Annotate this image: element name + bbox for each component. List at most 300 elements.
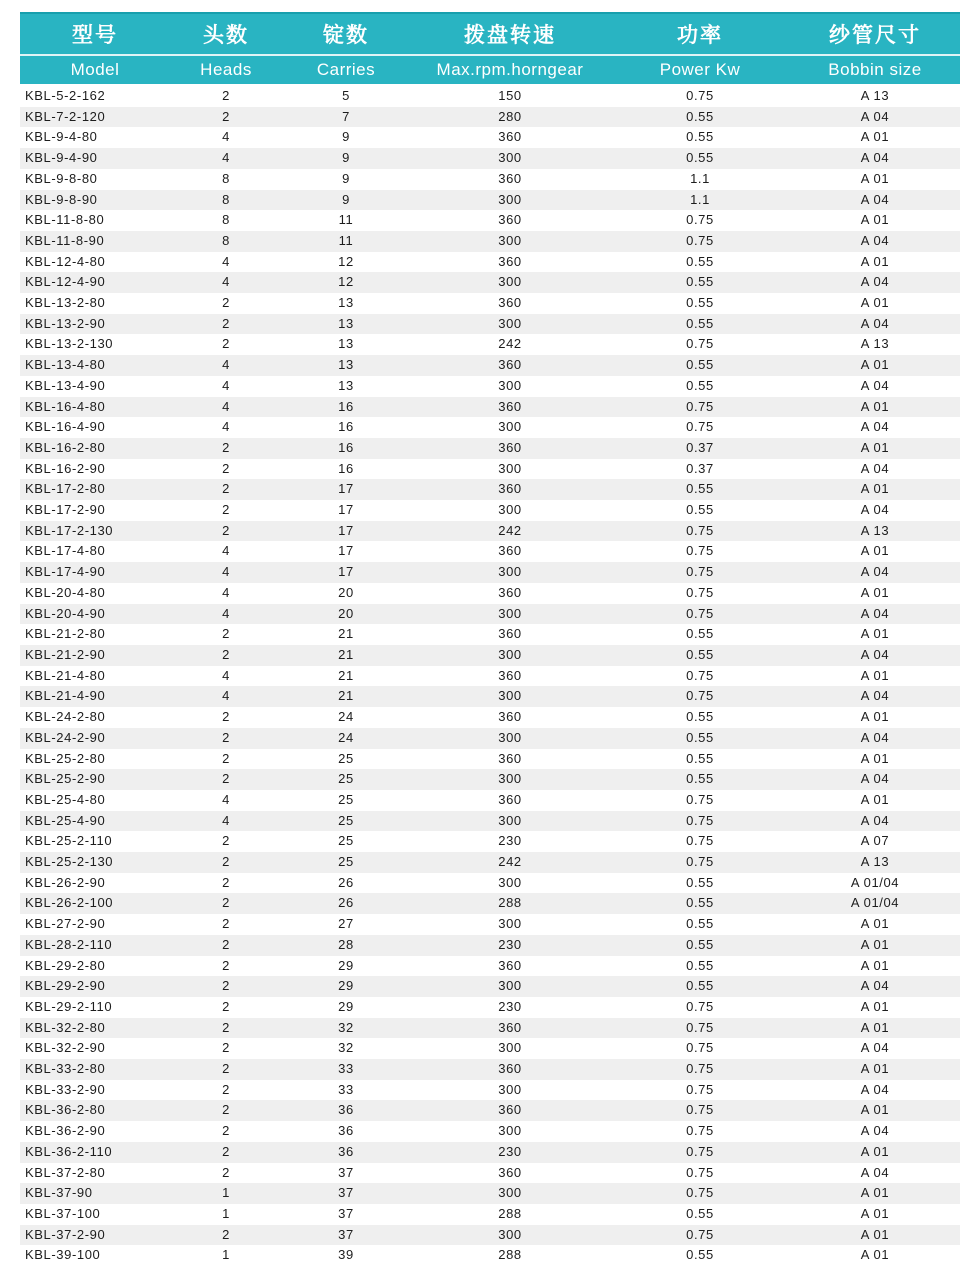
cell-power: 0.75 [686,1061,714,1077]
table-row [20,417,960,438]
cell-power: 0.75 [686,854,714,870]
cell-rpm: 300 [498,564,522,580]
cell-model: KBL-24-2-90 [25,729,106,745]
table-row [20,1204,960,1225]
table-row [20,1245,960,1266]
cell-model: KBL-21-2-80 [25,626,106,642]
cell-bobbin: A 01 [860,170,890,186]
cell-carries: 17 [338,543,354,559]
cell-rpm: 300 [498,232,522,248]
header-row-english [20,55,960,85]
cell-power: 1.1 [690,191,710,207]
cell-heads: 2 [222,1164,230,1180]
cell-bobbin: A 04 [860,377,890,393]
cell-power: 0.75 [686,212,714,228]
cell-carries: 12 [338,274,354,290]
cell-rpm: 230 [498,936,522,952]
cell-model: KBL-29-2-110 [25,998,113,1014]
cell-heads: 4 [222,357,230,373]
table-row [20,852,960,873]
cell-heads: 4 [222,688,230,704]
cell-model: KBL-24-2-80 [25,709,106,725]
cell-model: KBL-7-2-120 [25,108,106,124]
cell-model: KBL-21-4-90 [25,688,106,704]
cell-power: 0.75 [686,1040,714,1056]
cell-power: 0.55 [686,729,714,745]
col-header-carries-en: Carries [282,55,410,85]
cell-bobbin: A 01 [860,626,890,642]
table-row [20,811,960,832]
cell-power: 0.55 [686,1247,714,1263]
cell-bobbin: A 01/04 [850,895,900,911]
cell-model: KBL-26-2-100 [25,895,114,911]
cell-rpm: 300 [498,812,522,828]
cell-heads: 2 [222,88,230,103]
cell-power: 0.55 [686,771,714,787]
cell-carries: 24 [338,709,354,725]
cell-carries: 12 [338,253,354,269]
cell-heads: 4 [222,274,230,290]
cell-heads: 4 [222,377,230,393]
cell-rpm: 288 [498,1205,522,1221]
cell-heads: 4 [222,564,230,580]
cell-rpm: 360 [498,170,522,186]
cell-power: 0.75 [686,564,714,580]
cell-carries: 37 [338,1164,354,1180]
cell-bobbin: A 04 [860,978,890,994]
cell-heads: 2 [222,1123,230,1139]
table-row [20,293,960,314]
cell-bobbin: A 01/04 [850,874,900,890]
cell-power: 0.75 [686,584,714,600]
cell-heads: 2 [222,874,230,890]
table-row [20,666,960,687]
cell-model: KBL-17-2-80 [25,481,106,497]
cell-heads: 8 [222,232,230,248]
table-row [20,562,960,583]
cell-power: 0.55 [686,481,714,497]
cell-model: KBL-17-2-130 [25,522,114,538]
cell-power: 0.75 [686,791,714,807]
cell-power: 0.75 [686,833,714,849]
cell-bobbin: A 01 [860,1102,890,1118]
table-row [20,500,960,521]
cell-carries: 26 [338,874,354,890]
cell-carries: 29 [338,978,354,994]
cell-heads: 2 [222,439,230,455]
table-row [20,438,960,459]
cell-power: 0.75 [686,336,714,352]
cell-rpm: 300 [498,150,522,166]
cell-heads: 4 [222,584,230,600]
cell-bobbin: A 04 [860,729,890,745]
cell-model: KBL-13-4-80 [25,357,106,373]
cell-carries: 13 [338,295,354,311]
cell-bobbin: A 01 [860,129,890,145]
table-row [20,1080,960,1101]
cell-power: 0.75 [686,88,714,103]
cell-power: 0.55 [686,709,714,725]
cell-bobbin: A 13 [860,336,890,352]
cell-heads: 2 [222,646,230,662]
cell-bobbin: A 01 [860,481,890,497]
cell-power: 0.75 [686,232,714,248]
cell-power: 0.75 [686,998,714,1014]
cell-heads: 4 [222,419,230,435]
cell-heads: 2 [222,1040,230,1056]
cell-heads: 2 [222,709,230,725]
cell-power: 0.75 [686,667,714,683]
cell-rpm: 360 [498,1102,522,1118]
cell-heads: 2 [222,315,230,331]
cell-rpm: 360 [498,253,522,269]
table-row [20,583,960,604]
cell-carries: 17 [338,564,354,580]
cell-rpm: 300 [498,419,522,435]
cell-rpm: 288 [498,895,522,911]
cell-heads: 2 [222,750,230,766]
cell-model: KBL-26-2-90 [25,874,106,890]
cell-carries: 16 [338,419,354,435]
cell-rpm: 300 [498,605,522,621]
cell-model: KBL-13-2-90 [25,315,106,331]
table-row [20,1142,960,1163]
cell-power: 0.55 [686,916,714,932]
cell-model: KBL-16-2-80 [25,439,106,455]
cell-power: 0.55 [686,315,714,331]
cell-bobbin: A 01 [860,1247,890,1263]
table-row [20,914,960,935]
cell-model: KBL-5-2-162 [25,88,106,103]
cell-power: 0.55 [686,295,714,311]
cell-heads: 2 [222,1226,230,1242]
cell-bobbin: A 04 [860,274,890,290]
cell-carries: 11 [338,212,354,228]
cell-power: 0.55 [686,750,714,766]
cell-carries: 32 [338,1019,354,1035]
cell-bobbin: A 04 [860,502,890,518]
cell-carries: 11 [338,232,354,248]
cell-carries: 17 [338,522,354,538]
cell-model: KBL-28-2-110 [25,936,113,952]
cell-rpm: 360 [498,481,522,497]
cell-model: KBL-25-2-80 [25,750,106,766]
table-row [20,231,960,252]
cell-bobbin: A 04 [860,460,890,476]
cell-carries: 9 [342,129,350,145]
cell-carries: 13 [338,357,354,373]
cell-rpm: 300 [498,978,522,994]
cell-power: 0.55 [686,626,714,642]
cell-carries: 24 [338,729,354,745]
col-header-model-zh: 型号 [20,13,170,55]
cell-carries: 9 [342,191,350,207]
cell-power: 0.75 [686,543,714,559]
cell-model: KBL-27-2-90 [25,916,106,932]
cell-power: 0.55 [686,357,714,373]
table-body [20,85,960,1266]
cell-rpm: 300 [498,377,522,393]
cell-rpm: 300 [498,874,522,890]
cell-power: 0.75 [686,1081,714,1097]
table-row [20,190,960,211]
col-header-carries-zh: 锭数 [282,13,410,55]
table-row [20,1225,960,1246]
cell-model: KBL-17-4-80 [25,543,106,559]
cell-bobbin: A 04 [860,1123,890,1139]
table-row [20,1038,960,1059]
cell-model: KBL-12-4-90 [25,274,106,290]
cell-rpm: 360 [498,295,522,311]
cell-heads: 4 [222,667,230,683]
cell-model: KBL-9-8-90 [25,191,98,207]
cell-heads: 2 [222,460,230,476]
cell-bobbin: A 01 [860,1205,890,1221]
table-row [20,769,960,790]
cell-rpm: 360 [498,584,522,600]
cell-model: KBL-13-2-130 [25,336,114,352]
cell-heads: 2 [222,729,230,745]
cell-carries: 25 [338,812,354,828]
cell-carries: 9 [342,170,350,186]
table-row [20,997,960,1018]
cell-rpm: 360 [498,543,522,559]
cell-rpm: 242 [498,522,522,538]
cell-bobbin: A 01 [860,543,890,559]
cell-heads: 2 [222,502,230,518]
cell-model: KBL-13-4-90 [25,377,106,393]
cell-rpm: 360 [498,709,522,725]
col-header-rpm-en: Max.rpm.horngear [410,55,610,85]
cell-carries: 37 [338,1226,354,1242]
table-row [20,831,960,852]
cell-rpm: 300 [498,1185,522,1201]
cell-bobbin: A 01 [860,398,890,414]
header-row-chinese [20,13,960,55]
cell-heads: 2 [222,771,230,787]
cell-rpm: 300 [498,460,522,476]
table-row [20,397,960,418]
cell-carries: 21 [338,626,354,642]
cell-bobbin: A 04 [860,419,890,435]
table-row [20,148,960,169]
cell-heads: 2 [222,1081,230,1097]
cell-heads: 2 [222,998,230,1014]
cell-rpm: 360 [498,1061,522,1077]
cell-bobbin: A 01 [860,957,890,973]
cell-model: KBL-37-90 [25,1185,93,1201]
cell-model: KBL-25-2-130 [25,854,114,870]
cell-model: KBL-17-4-90 [25,564,106,580]
cell-rpm: 300 [498,1226,522,1242]
cell-model: KBL-36-2-110 [25,1143,113,1159]
cell-bobbin: A 13 [860,854,890,870]
cell-heads: 2 [222,833,230,849]
cell-carries: 21 [338,688,354,704]
cell-power: 0.55 [686,502,714,518]
cell-rpm: 300 [498,502,522,518]
cell-carries: 27 [338,916,354,932]
cell-heads: 2 [222,295,230,311]
cell-carries: 33 [338,1061,354,1077]
cell-rpm: 360 [498,791,522,807]
cell-model: KBL-37-2-80 [25,1164,106,1180]
cell-power: 0.37 [686,460,714,476]
cell-bobbin: A 04 [860,564,890,580]
cell-bobbin: A 01 [860,791,890,807]
cell-heads: 2 [222,957,230,973]
cell-bobbin: A 04 [860,191,890,207]
cell-heads: 4 [222,605,230,621]
cell-rpm: 360 [498,750,522,766]
cell-power: 0.75 [686,1164,714,1180]
cell-model: KBL-16-4-80 [25,398,106,414]
table-row [20,1121,960,1142]
cell-bobbin: A 04 [860,108,890,124]
cell-carries: 9 [342,150,350,166]
cell-rpm: 288 [498,1247,522,1263]
cell-heads: 2 [222,1102,230,1118]
table-row [20,1018,960,1039]
cell-model: KBL-25-4-80 [25,791,106,807]
cell-rpm: 360 [498,626,522,642]
col-header-bobbin-en: Bobbin size [790,55,960,85]
cell-model: KBL-37-100 [25,1205,101,1221]
table-row [20,355,960,376]
cell-model: KBL-13-2-80 [25,295,106,311]
cell-carries: 20 [338,605,354,621]
table-row [20,873,960,894]
cell-power: 0.75 [686,522,714,538]
cell-rpm: 300 [498,729,522,745]
table-row [20,376,960,397]
cell-carries: 37 [338,1185,354,1201]
cell-model: KBL-20-4-90 [25,605,106,621]
cell-power: 0.55 [686,646,714,662]
cell-power: 0.75 [686,419,714,435]
cell-bobbin: A 01 [860,1061,890,1077]
cell-carries: 16 [338,398,354,414]
cell-bobbin: A 01 [860,1185,890,1201]
cell-bobbin: A 13 [860,88,890,103]
table-row [20,127,960,148]
cell-bobbin: A 01 [860,916,890,932]
cell-heads: 2 [222,481,230,497]
cell-bobbin: A 04 [860,688,890,704]
table-row [20,541,960,562]
cell-power: 0.75 [686,812,714,828]
cell-bobbin: A 07 [860,833,890,849]
cell-bobbin: A 01 [860,750,890,766]
cell-bobbin: A 01 [860,212,890,228]
cell-rpm: 300 [498,274,522,290]
cell-heads: 8 [222,212,230,228]
cell-model: KBL-32-2-80 [25,1019,106,1035]
cell-rpm: 360 [498,957,522,973]
cell-carries: 25 [338,833,354,849]
cell-rpm: 242 [498,336,522,352]
table-row [20,85,960,107]
cell-bobbin: A 01 [860,1143,890,1159]
cell-power: 0.55 [686,874,714,890]
cell-model: KBL-11-8-80 [25,212,105,228]
cell-model: KBL-17-2-90 [25,502,106,518]
table-row [20,790,960,811]
cell-carries: 21 [338,646,354,662]
cell-bobbin: A 01 [860,357,890,373]
table-row [20,749,960,770]
cell-model: KBL-25-2-110 [25,833,113,849]
cell-power: 0.75 [686,1143,714,1159]
cell-carries: 13 [338,377,354,393]
cell-rpm: 360 [498,1019,522,1035]
table-row [20,686,960,707]
cell-power: 0.75 [686,1123,714,1139]
cell-model: KBL-9-8-80 [25,170,98,186]
col-header-power-zh: 功率 [610,13,790,55]
cell-heads: 2 [222,522,230,538]
cell-heads: 4 [222,791,230,807]
cell-model: KBL-33-2-80 [25,1061,106,1077]
cell-heads: 2 [222,854,230,870]
cell-heads: 2 [222,626,230,642]
cell-model: KBL-20-4-80 [25,584,106,600]
cell-rpm: 300 [498,1123,522,1139]
cell-rpm: 242 [498,854,522,870]
cell-carries: 13 [338,336,354,352]
cell-bobbin: A 01 [860,998,890,1014]
cell-rpm: 280 [498,108,522,124]
table-row [20,935,960,956]
cell-bobbin: A 01 [860,1226,890,1242]
cell-heads: 2 [222,978,230,994]
cell-carries: 25 [338,854,354,870]
cell-power: 0.37 [686,439,714,455]
cell-rpm: 360 [498,129,522,145]
cell-heads: 1 [222,1247,230,1263]
cell-heads: 2 [222,1143,230,1159]
table-row [20,1163,960,1184]
col-header-heads-en: Heads [170,55,282,85]
cell-carries: 17 [338,502,354,518]
col-header-model-en: Model [20,55,170,85]
cell-rpm: 360 [498,398,522,414]
cell-heads: 2 [222,895,230,911]
cell-carries: 25 [338,750,354,766]
table-row [20,624,960,645]
cell-bobbin: A 01 [860,295,890,311]
cell-heads: 2 [222,1061,230,1077]
cell-carries: 20 [338,584,354,600]
cell-rpm: 230 [498,833,522,849]
cell-carries: 39 [338,1247,354,1263]
cell-power: 0.55 [686,274,714,290]
machine-spec-table [20,12,960,1266]
cell-heads: 2 [222,1019,230,1035]
cell-power: 0.55 [686,957,714,973]
cell-carries: 7 [342,108,350,124]
cell-rpm: 300 [498,191,522,207]
table-header [20,13,960,85]
cell-power: 0.55 [686,377,714,393]
cell-heads: 8 [222,191,230,207]
cell-heads: 4 [222,129,230,145]
cell-power: 0.75 [686,1019,714,1035]
table-row [20,645,960,666]
cell-heads: 4 [222,253,230,269]
cell-carries: 29 [338,998,354,1014]
table-row [20,956,960,977]
